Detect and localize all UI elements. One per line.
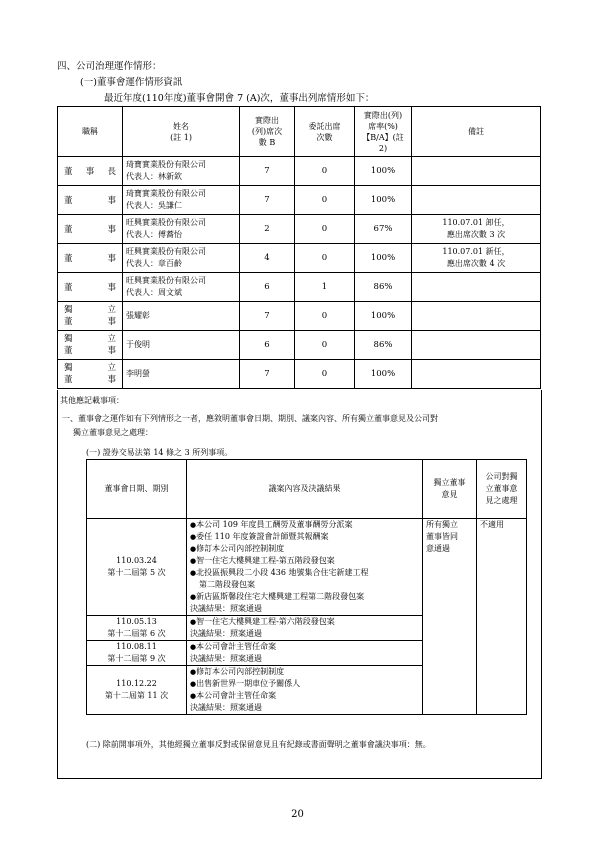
attended-count: 4 xyxy=(240,244,295,273)
attended-count: 2 xyxy=(240,215,295,244)
title-char: 事 xyxy=(107,254,116,264)
proxy-count: 0 xyxy=(295,302,355,331)
attended-count: 7 xyxy=(240,302,295,331)
meeting-session: 第十二屆第 5 次 xyxy=(107,568,166,577)
resolution-result: 決議結果：照案通過 xyxy=(190,629,262,638)
title-char: 獨 xyxy=(64,334,73,344)
title-char: 董 xyxy=(64,167,73,177)
director-name xyxy=(123,215,240,244)
attendance-rate: 86% xyxy=(355,273,412,302)
header-title: 職稱 xyxy=(58,107,123,157)
remarks xyxy=(412,186,541,215)
meeting-summary: 最近年度(110年度)董事會開會 7 (A)次，董事出列席情形如下： xyxy=(104,93,375,104)
header-attended: 實際出 (列)席次 數 B xyxy=(240,107,295,157)
resolution-result: 決議結果：照案通過 xyxy=(190,604,262,613)
attendance-rate: 67% xyxy=(355,215,412,244)
title-char: 事 xyxy=(85,167,95,177)
remarks xyxy=(412,215,541,244)
title-char: 董 xyxy=(64,225,73,235)
independent-opinion: 所有獨立 董事皆同 意通過 xyxy=(423,519,477,715)
company-name: 旺興實業股份有限公司 xyxy=(126,247,206,256)
director-title xyxy=(58,215,123,244)
meeting-date: 110.12.22 xyxy=(116,679,157,688)
remark-line-1: 110.07.01 新任， xyxy=(442,247,510,256)
director-title xyxy=(58,331,123,360)
header-meeting: 董事會日期、期別 xyxy=(87,460,187,519)
proxy-count: 0 xyxy=(295,186,355,215)
attended-count: 7 xyxy=(240,157,295,186)
remarks xyxy=(412,273,541,302)
agenda-item xyxy=(190,519,422,531)
meeting-date: 110.03.24 xyxy=(116,556,157,565)
remarks xyxy=(412,360,541,389)
company-name: 旺興實業股份有限公司 xyxy=(126,218,206,227)
title-char: 獨 xyxy=(64,305,73,315)
proxy-count: 0 xyxy=(295,157,355,186)
paragraph-1 xyxy=(62,412,537,440)
resolution-result: 決議結果：照案通過 xyxy=(190,703,262,712)
attendance-rate: 100% xyxy=(355,360,412,389)
attendance-rate: 100% xyxy=(355,186,412,215)
agenda-item-text: 智一住宅大樓興建工程-第五階段發包案 xyxy=(196,556,335,565)
sub-item-1: (一) 證券交易法第 14 條之 3 所列事項。 xyxy=(86,448,233,457)
agenda-item-text: 北投區振興段二小段 436 地號集合住宅新建工程 xyxy=(196,568,369,577)
title-char: 立 xyxy=(107,334,116,344)
other-items-label: 其他應記載事項： xyxy=(60,396,124,405)
resolution-table xyxy=(86,459,527,715)
header-handling: 公司對獨 立董事意 見之處理 xyxy=(477,460,527,519)
title-char: 董 xyxy=(64,254,73,264)
meeting-date: 110.05.13 xyxy=(116,617,157,626)
representative-name: 代表人：傅蕎怡 xyxy=(126,230,182,239)
director-title xyxy=(58,157,123,186)
independent-director-row xyxy=(58,331,541,360)
agenda-item xyxy=(190,666,422,678)
title-char: 事 xyxy=(107,346,116,356)
meeting-session: 第十二屆第 6 次 xyxy=(107,629,166,638)
title-char: 事 xyxy=(107,317,116,327)
director-title xyxy=(58,244,123,273)
director-name: 李明螢 xyxy=(123,360,240,389)
section-heading: 四、公司治理運作情形： xyxy=(57,61,162,72)
title-char: 董 xyxy=(64,283,73,293)
agenda-item xyxy=(190,531,422,543)
resolution-header-row xyxy=(87,460,527,519)
director-title xyxy=(58,186,123,215)
remarks xyxy=(412,331,541,360)
agenda-item xyxy=(190,690,422,702)
resolution-result: 決議結果：照案通過 xyxy=(190,654,262,663)
director-title xyxy=(58,360,123,389)
title-char: 事 xyxy=(107,375,116,385)
meeting-date-session xyxy=(87,519,187,616)
title-char: 董 xyxy=(64,375,73,385)
paragraph-1-line-2: 獨立董事意見之處理： xyxy=(73,428,153,437)
title-char: 董 xyxy=(64,317,73,327)
agenda-item-text: 修訂本公司內部控制制度 xyxy=(196,544,285,553)
title-char: 事 xyxy=(107,225,116,235)
remark-line-2: 應出席次數 4 次 xyxy=(446,259,506,268)
director-title xyxy=(58,273,123,302)
agenda-item xyxy=(190,641,422,653)
attended-count: 6 xyxy=(240,331,295,360)
agenda-item xyxy=(190,591,422,603)
meeting-date-session xyxy=(87,641,187,666)
sub-item-2: (二) 除前開事項外，其他經獨立董事反對或保留意見且有紀錄或書面聲明之董事會議決事項：無。 xyxy=(86,740,431,749)
header-opinion: 獨立董事 意見 xyxy=(423,460,477,519)
director-name xyxy=(123,186,240,215)
remark-line-2: 應出席次數 3 次 xyxy=(446,230,506,239)
agenda-item xyxy=(190,555,422,567)
title-char: 長 xyxy=(107,167,116,177)
remarks xyxy=(412,157,541,186)
resolution-row xyxy=(87,519,527,616)
header-proxy: 委託出席 次數 xyxy=(295,107,355,157)
proxy-count: 1 xyxy=(295,273,355,302)
representative-name: 代表人：吳謙仁 xyxy=(126,201,182,210)
agenda-content xyxy=(187,616,423,641)
attended-count: 7 xyxy=(240,360,295,389)
header-content: 議案內容及決議結果 xyxy=(187,460,423,519)
header-name: 姓名 (註 1) xyxy=(123,107,240,157)
meeting-date-session xyxy=(87,616,187,641)
attendance-rate: 100% xyxy=(355,302,412,331)
attendance-row xyxy=(58,215,541,244)
remark-line-1: 110.07.01 卸任， xyxy=(442,218,510,227)
attendance-table xyxy=(57,106,541,389)
agenda-item xyxy=(190,616,422,628)
attendance-rate: 100% xyxy=(355,157,412,186)
director-title xyxy=(58,302,123,331)
agenda-item-text: 委任 110 年度簽證會計師暨其報酬案 xyxy=(196,532,329,541)
meeting-session: 第十二屆第 9 次 xyxy=(107,654,166,663)
title-char: 獨 xyxy=(64,363,73,373)
proxy-count: 0 xyxy=(295,215,355,244)
agenda-item-text: 本公司會計主管任命案 xyxy=(196,642,277,651)
header-notes: 備註 xyxy=(412,107,541,157)
agenda-item xyxy=(190,678,422,690)
agenda-item-text: 智一住宅大樓興建工程-第六階段發包案 xyxy=(196,617,335,626)
proxy-count: 0 xyxy=(295,331,355,360)
agenda-item xyxy=(190,567,422,579)
agenda-item-continuation: 第二階段發包案 xyxy=(199,580,255,589)
proxy-count: 0 xyxy=(295,360,355,389)
representative-name: 代表人：林新欽 xyxy=(126,172,182,181)
agenda-content xyxy=(187,641,423,666)
title-char: 董 xyxy=(64,196,73,206)
independent-director-row xyxy=(58,302,541,331)
attendance-rate: 100% xyxy=(355,244,412,273)
representative-name: 代表人：周文斌 xyxy=(126,288,182,297)
attendance-row xyxy=(58,186,541,215)
title-char: 立 xyxy=(107,363,116,373)
agenda-content xyxy=(187,666,423,715)
attendance-row xyxy=(58,273,541,302)
title-char: 事 xyxy=(107,283,116,293)
page-number: 20 xyxy=(291,809,304,820)
director-name xyxy=(123,157,240,186)
title-char: 立 xyxy=(107,305,116,315)
attendance-row xyxy=(58,244,541,273)
header-rate: 實際出(列) 席率(%) 【B/A】(註 2) xyxy=(355,107,412,157)
attended-count: 6 xyxy=(240,273,295,302)
attendance-header-row xyxy=(58,107,541,157)
company-name: 旺興實業股份有限公司 xyxy=(126,276,206,285)
agenda-item-text: 出售新世界一期車位予關係人 xyxy=(196,679,301,688)
meeting-session: 第十二屆第 11 次 xyxy=(104,691,169,700)
director-name xyxy=(123,244,240,273)
attendance-rate: 86% xyxy=(355,331,412,360)
agenda-content xyxy=(187,519,423,616)
title-char: 董 xyxy=(64,346,73,356)
company-handling: 不適用 xyxy=(477,519,527,715)
subsection-heading: (一)董事會運作情形資訊 xyxy=(80,77,183,88)
director-name xyxy=(123,273,240,302)
meeting-date-session xyxy=(87,666,187,715)
meeting-date: 110.08.11 xyxy=(116,642,157,651)
agenda-item-text: 本公司 109 年度員工酬勞及董事酬勞分派案 xyxy=(196,520,353,529)
paragraph-1-line-1: 一、董事會之運作如有下列情形之一者，應敘明董事會日期、期別、議案內容、所有獨立董事意見及公司對 xyxy=(62,414,438,423)
independent-director-row xyxy=(58,360,541,389)
attendance-row xyxy=(58,157,541,186)
agenda-item-text: 修訂本公司內部控制制度 xyxy=(196,667,285,676)
agenda-item xyxy=(190,543,422,555)
representative-name: 代表人：章百齡 xyxy=(126,259,182,268)
director-name: 張耀彰 xyxy=(123,302,240,331)
title-char: 事 xyxy=(107,196,116,206)
company-name: 琦寶實業股份有限公司 xyxy=(126,189,206,198)
agenda-item-text: 新店區斯馨段住宅大樓興建工程第二階段發包案 xyxy=(196,592,365,601)
agenda-item-text: 本公司會計主管任命案 xyxy=(196,691,277,700)
director-name: 于俊明 xyxy=(123,331,240,360)
attended-count: 7 xyxy=(240,186,295,215)
remarks xyxy=(412,302,541,331)
company-name: 琦寶實業股份有限公司 xyxy=(126,160,206,169)
remarks xyxy=(412,244,541,273)
proxy-count: 0 xyxy=(295,244,355,273)
